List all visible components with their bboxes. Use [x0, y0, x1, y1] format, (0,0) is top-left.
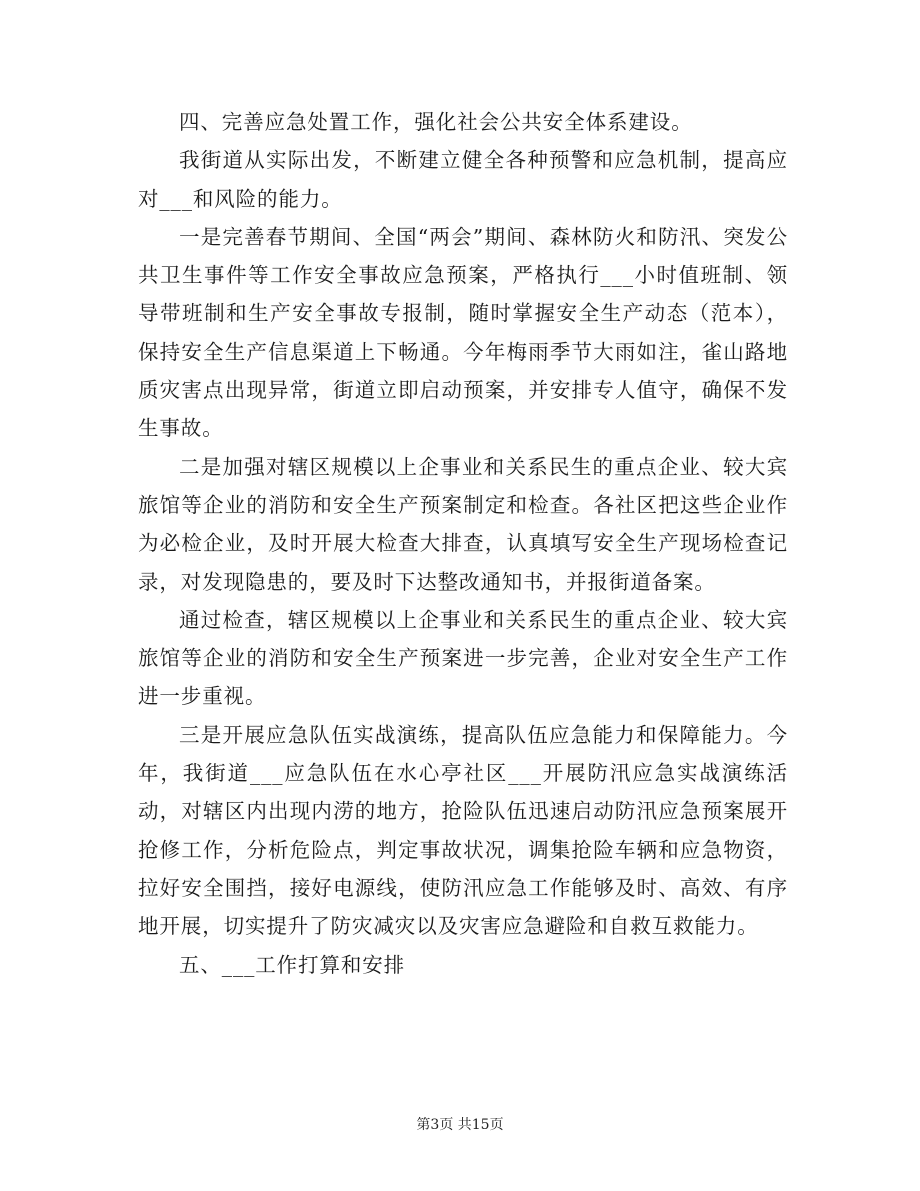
section-heading-five: 五、___工作打算和安排 [179, 952, 406, 977]
page-number-footer: 第3页 共15页 [416, 1117, 504, 1133]
paragraph-item-three: 三是开展应急队伍实战演练，提高队伍应急能力和保障能力。今年，我街道___应急队伍在水心亭社区___开展防汛应急实战演练活动，对辖区内出现内涝的地方，抢险队伍迅速启动防汛应急预案展开抢修工作，分析危险点，判定事故状况，调集抢险车辆和应急物资，拉好安全围挡，接好电源线，使防汛应急工作能够及时、高效、有序地开展，切实提升了防灾减灾以及灾害应急避险和自救互救能力。 [138, 722, 788, 939]
document-body [138, 103, 788, 984]
paragraph-inspection-result: 通过检查，辖区规模以上企事业和关系民生的重点企业、较大宾旅馆等企业的消防和安全生产预案进一步完善，企业对安全生产工作进一步重视。 [138, 607, 788, 709]
section-heading-four: 四、完善应急处置工作，强化社会公共安全体系建设。 [179, 110, 693, 134]
paragraph-item-two: 二是加强对辖区规模以上企事业和关系民生的重点企业、较大宾旅馆等企业的消防和安全生产预案制定和检查。各社区把这些企业作为必检企业，及时开展大检查大排查，认真填写安全生产现场检查记录，对发现隐患的，要及时下达整改通知书，并报街道备案。 [138, 454, 788, 594]
paragraph-item-one: 一是完善春节期间、全国“两会”期间、森林防火和防汛、突发公共卫生事件等工作安全事故应急预案，严格执行___小时值班制、领导带班制和生产安全事故专报制，随时掌握安全生产动态（范本），保持安全生产信息渠道上下畅通。今年梅雨季节大雨如注，雀山路地质灾害点出现异常，街道立即启动预案，并安排专人值守，确保不发生事故。 [138, 224, 788, 441]
paragraph-mechanism: 我街道从实际出发，不断建立健全各种预警和应急机制，提高应对___和风险的能力。 [138, 148, 788, 211]
